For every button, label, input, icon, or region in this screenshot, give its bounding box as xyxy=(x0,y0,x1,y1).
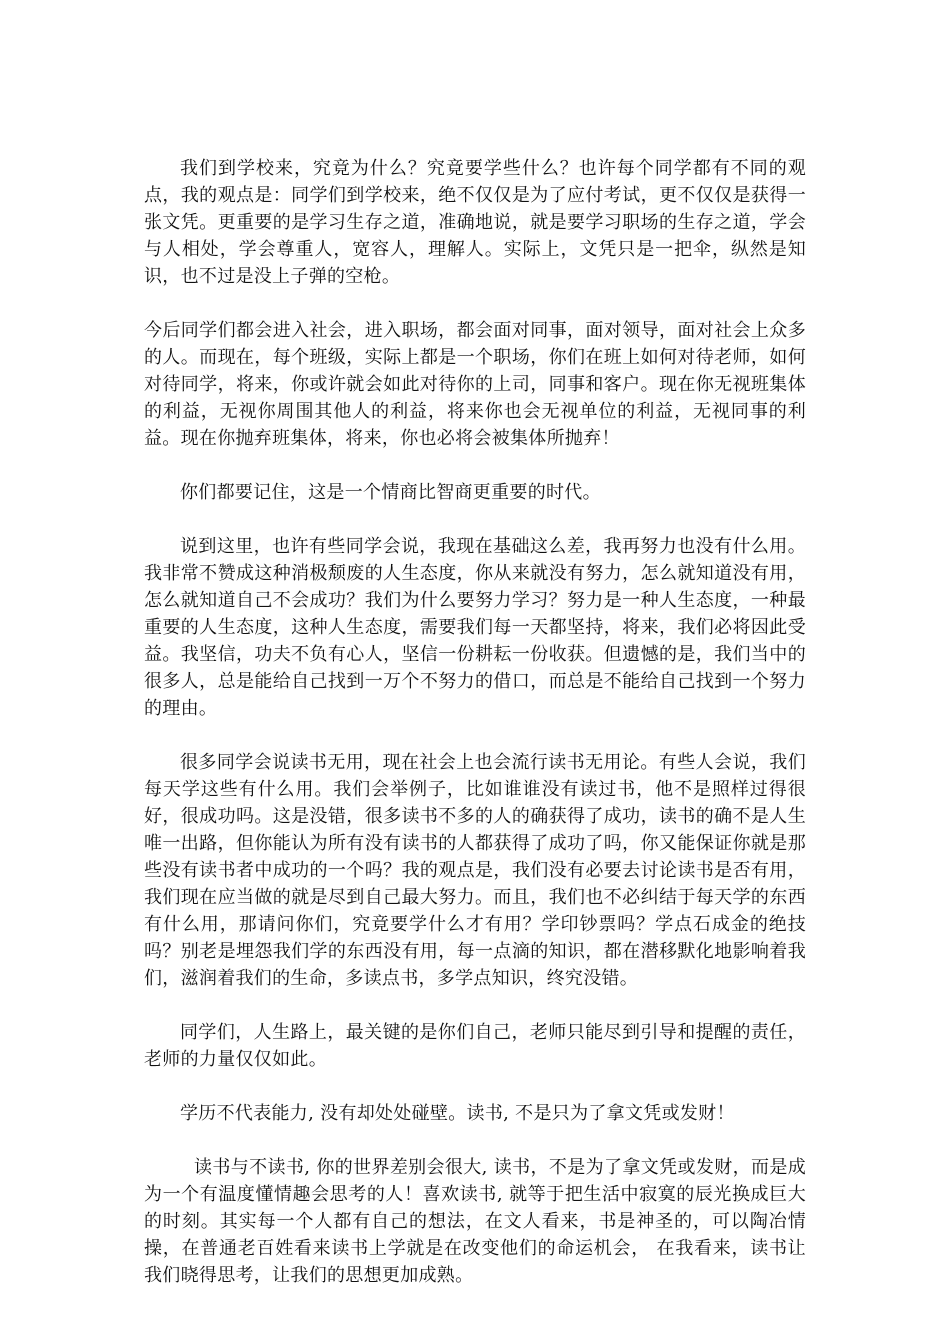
paragraph-1: 我们到学校来，究竟为什么？究竟要学些什么？也许每个同学都有不同的观点，我的观点是：同学们到学校来，绝不仅仅是为了应付考试，更不仅仅是获得一张文凭。更重要的是学习生存之道，准确地说，就是要学习职场的生存之道，学会与人相处，学会尊重人，宽容人，理解人。实际上，文凭只是一把伞，纵然是知识，也不过是没上子弹的空枪。 xyxy=(144,158,806,287)
paragraph-3: 你们都要记住，这是一个情商比智商更重要的时代。 xyxy=(180,482,601,503)
document-body xyxy=(144,155,806,1316)
paragraph-2: 今后同学们都会进入社会，进入职场，都会面对同事，面对领导，面对社会上众多的人。而现在，每个班级，实际上都是一个职场，你们在班上如何对待老师，如何对待同学，将来，你或许就会如此对待你的上司，同事和客户。现在你无视班集体的利益，无视你周围其他人的利益，将来你也会无视单位的利益，无视同事的利益。现在你抛弃班集体，将来，你也必将会被集体所抛弃！ xyxy=(144,320,806,449)
paragraph-6: 同学们，人生路上，最关键的是你们自己，老师只能尽到引导和提醒的责任，老师的力量仅仅如此。 xyxy=(144,1022,806,1070)
paragraph-8: 读书与不读书, 你的世界差别会很大, 读书，不是为了拿文凭或发财，而是成为一个有温度懂情趣会思考的人！喜欢读书, 就等于把生活中寂寞的辰光换成巨大的时刻。其实每一个人都有自己的想法，在文人看来，书是神圣的，可以陶冶情操，在普通老百姓看来读书上学就是在改变他们的命运机会， 在我看来，读书让我们晓得思考，让我们的思想更加成熟。 xyxy=(144,1157,806,1286)
paragraph-4: 说到这里，也许有些同学会说，我现在基础这么差，我再努力也没有什么用。我非常不赞成这种消极颓废的人生态度，你从来就没有努力，怎么就知道没有用，怎么就知道自己不会成功？我们为什么要努力学习？努力是一种人生态度，一种最重要的人生态度，这种人生态度，需要我们每一天都坚持，将来，我们必将因此受益。我坚信，功夫不负有心人，坚信一份耕耘一份收获。但遗憾的是，我们当中的很多人，总是能给自己找到一万个不努力的借口，而总是不能给自己找到一个努力的理由。 xyxy=(144,536,806,719)
paragraph-7: 学历不代表能力, 没有却处处碰壁。读书, 不是只为了拿文凭或发财！ xyxy=(180,1103,735,1124)
paragraph-5: 很多同学会说读书无用，现在社会上也会流行读书无用论。有些人会说，我们每天学这些有什么用。我们会举例子，比如谁谁没有读过书，他不是照样过得很好，很成功吗。这是没错，很多读书不多的人的确获得了成功，读书的确不是人生唯一出路，但你能认为所有没有读书的人都获得了成功了吗，你又能保证你就是那些没有读书者中成功的一个吗？我的观点是，我们没有必要去讨论读书是否有用，我们现在应当做的就是尽到自己最大努力。而且，我们也不必纠结于每天学的东西有什么用，那请问你们，究竟要学什么才有用？学印钞票吗？学点石成金的绝技吗？别老是埋怨我们学的东西没有用，每一点滴的知识，都在潜移默化地影响着我们，滋润着我们的生命，多读点书，多学点知识，终究没错。 xyxy=(144,752,806,989)
